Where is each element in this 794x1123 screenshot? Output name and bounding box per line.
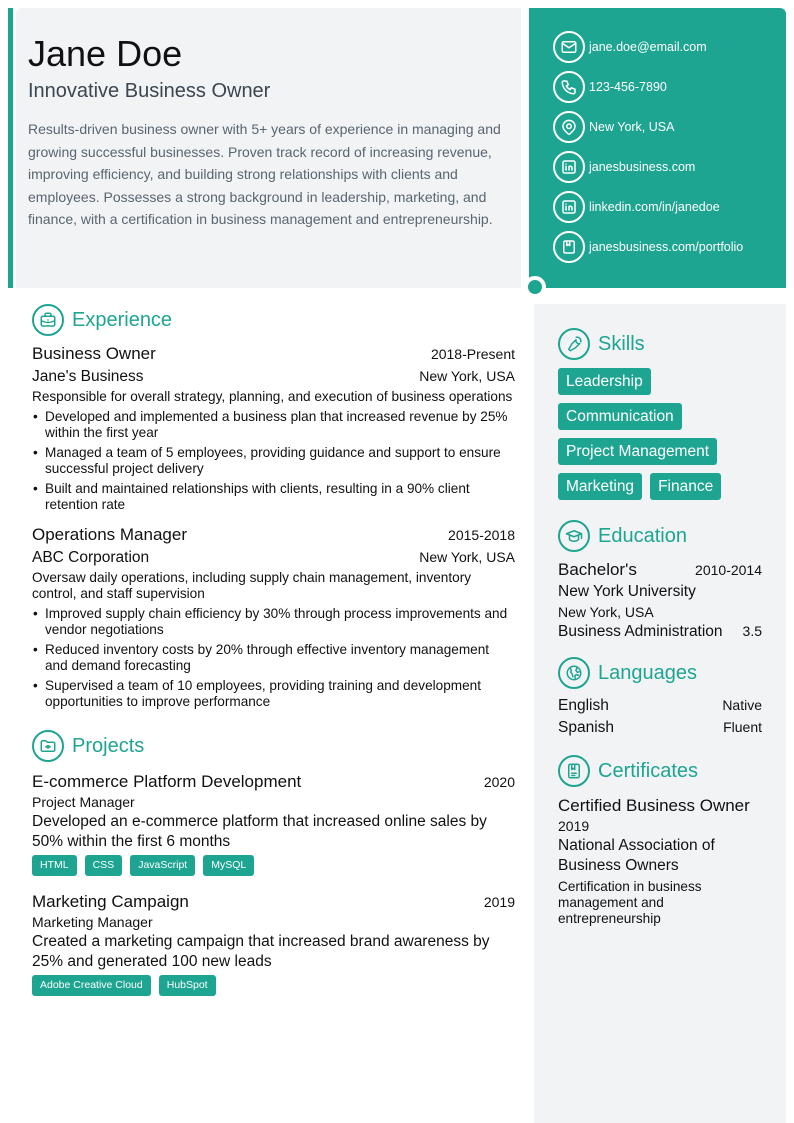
job-bullet: • Developed and implemented a business plan that increased revenue by 25% within the first year [32,409,515,441]
education-heading [558,520,762,552]
certificate-year: 2019 [558,818,590,834]
linkedin-icon [553,191,585,223]
tech-tag: HTML [32,855,77,876]
job-company: ABC Corporation [32,549,150,566]
language-name: Spanish [558,719,615,736]
job-location: New York, USA [419,549,515,565]
job-bullet: • Built and maintained relationships with clients, resulting in a 90% client retention rate [32,481,515,513]
education-field: Business Administration [558,623,723,640]
projects-title: Projects [72,734,145,757]
candidate-name: Jane Doe [28,33,183,74]
job-title: Operations Manager [32,525,187,544]
job-dates: 2015-2018 [448,527,515,543]
language-name: English [558,697,609,714]
education-degree: Bachelor's [558,560,637,579]
education-school: New York University [558,583,696,600]
tech-tag: JavaScript [130,855,195,876]
language-level: Native [722,697,762,713]
contact-panel [529,8,786,288]
tech-tag: Adobe Creative Cloud [32,975,151,996]
language-level: Fluent [723,719,762,735]
education-title: Education [598,524,687,547]
job-bullet: • Managed a team of 5 employees, providing guidance and support to ensure successful project delivery [32,445,515,477]
tech-tag: HubSpot [159,975,216,996]
skill-tag: Finance [650,473,721,500]
candidate-title: Innovative Business Owner [28,80,271,102]
project-description: Developed an e-commerce platform that increased online sales by 50% within the first 6 months [32,813,487,850]
certificate-description: Certification in business management and entrepreneurship [558,879,702,926]
contact-linkedin[interactable] [553,191,786,223]
education-location: New York, USA [558,604,654,620]
contact-location[interactable] [553,111,786,143]
certificate-icon [558,755,590,787]
contact-email[interactable] [553,31,786,63]
job-bullet: • Reduced inventory costs by 20% through effective inventory management and demand forecasting [32,642,515,674]
education-gpa: 3.5 [742,623,762,639]
portfolio-icon [553,231,585,263]
job-location: New York, USA [419,368,515,384]
contact-website[interactable] [553,151,786,183]
language-row [558,719,762,737]
tech-tag: MySQL [203,855,254,876]
project-tags [32,855,515,876]
certificate-title: Certified Business Owner [558,796,750,815]
project-title: E-commerce Platform Development [32,772,302,791]
graduation-cap-icon [558,520,590,552]
experience-title: Experience [72,308,173,331]
contact-phone-text: 123-456-7890 [589,80,667,94]
languages-title: Languages [598,661,697,684]
skill-tag: Leadership [558,368,651,395]
project-description: Created a marketing campaign that increased brand awareness by 25% and generated 100 new leads [32,933,490,970]
certificates-title: Certificates [598,759,699,782]
languages-heading [558,657,762,689]
linkedin-icon [553,151,585,183]
project-tags [32,975,515,996]
certificate-entry [558,795,762,927]
contact-portfolio[interactable] [553,231,786,263]
language-row [558,697,762,715]
contact-linkedin-text: linkedin.com/in/janedoe [589,200,720,214]
certificate-issuer: National Association of Business Owners [558,837,715,874]
job-dates: 2018-Present [430,346,515,362]
languages-list [558,697,762,737]
skills-heading [558,328,762,360]
folder-icon [32,730,64,762]
phone-icon [553,71,585,103]
globe-icon [558,657,590,689]
skill-tag: Project Management [558,438,717,465]
job-description: Oversaw daily operations, including supply chain management, inventory control, and staff supervision [32,570,472,601]
project-role: Marketing Manager [32,914,153,930]
contact-email-text: jane.doe@email.com [589,40,707,54]
certificates-heading [558,755,762,787]
job-title: Business Owner [32,344,156,363]
job-bullets [32,409,515,513]
project-year: 2019 [483,894,515,910]
location-pin-icon [553,111,585,143]
header-panel [16,8,521,288]
mail-icon [553,31,585,63]
skill-tag: Communication [558,403,682,430]
education-entry [558,560,762,641]
summary-text: Results-driven business owner with 5+ years of experience in managing and growing successful businesses. Proven track record of increasing revenue, improving efficiency, and building strong relationships with clients and employees. Possesses a strong background in leadership, marketing, and finance, with a certification in business management and entrepreneurship. [28,121,501,228]
projects-heading [32,730,515,762]
contact-phone[interactable] [553,71,786,103]
project-role: Project Manager [32,794,135,810]
contact-location-text: New York, USA [589,120,675,134]
project-year: 2020 [483,774,515,790]
job-bullet: • Supervised a team of 10 employees, providing training and development opportunities to improve performance [32,678,515,710]
project-title: Marketing Campaign [32,892,189,911]
sidebar-column [558,328,762,927]
skills-list [558,368,762,500]
header-accent-bar [8,8,13,288]
job-entry [32,525,515,710]
job-bullet: • Improved supply chain efficiency by 30% through process improvements and vendor negotiations [32,606,515,638]
skill-tag: Marketing [558,473,642,500]
job-bullets [32,606,515,710]
project-entry [32,772,515,876]
briefcase-icon [32,304,64,336]
education-years: 2010-2014 [695,562,762,578]
contact-portfolio-text: janesbusiness.com/portfolio [589,240,744,254]
project-entry [32,892,515,996]
contact-website-text: janesbusiness.com [589,160,696,174]
job-description: Responsible for overall strategy, planning, and execution of business operations [32,389,513,404]
main-column [32,304,515,996]
tech-tag: CSS [85,855,123,876]
job-entry [32,344,515,513]
wrench-icon [558,328,590,360]
header-divider-dot [524,276,546,298]
job-company: Jane's Business [32,368,144,385]
experience-heading [32,304,515,336]
skills-title: Skills [598,332,645,355]
